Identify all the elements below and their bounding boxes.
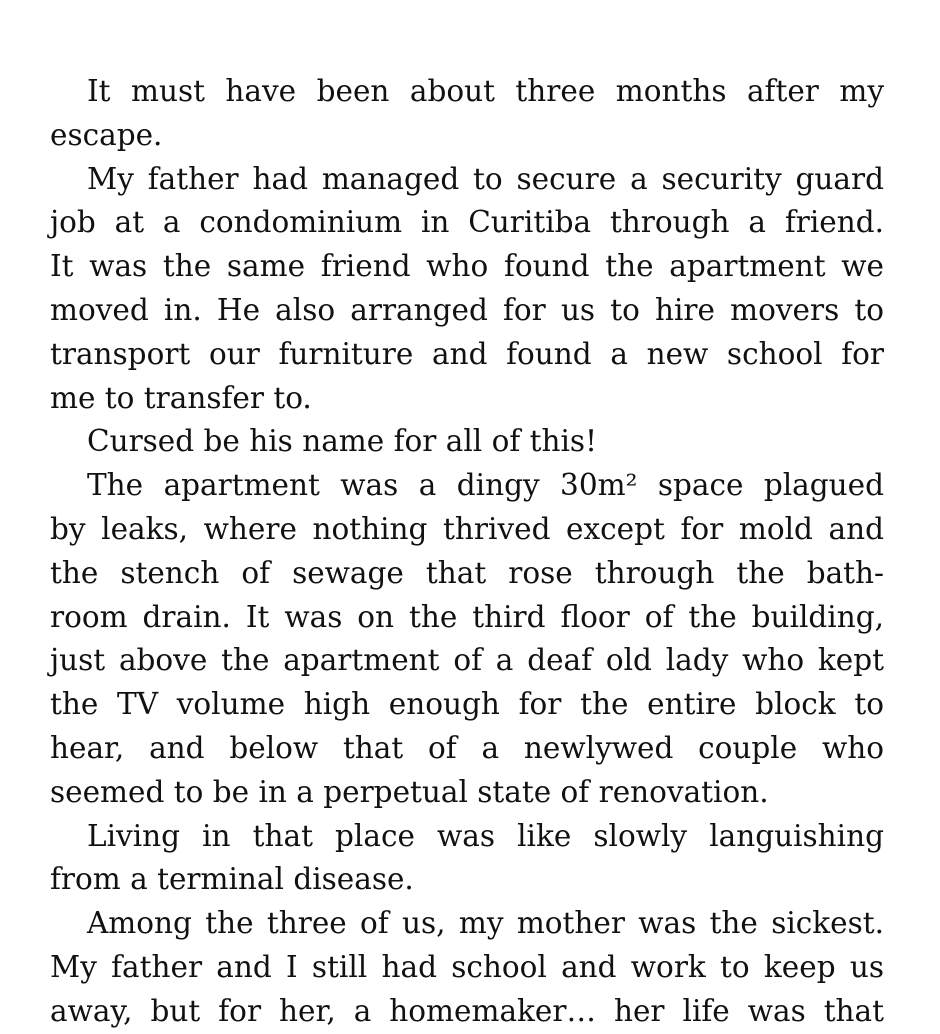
text-line: room drain. It was on the third floor of the building,	[50, 599, 884, 634]
text-line: escape.	[50, 117, 163, 152]
text-line: moved in. He also arranged for us to hire movers to	[50, 292, 884, 327]
text-line: It must have been about three months after my	[87, 74, 884, 108]
text-line: Among the three of us, my mother was the sickest.	[87, 906, 884, 941]
paragraph	[50, 158, 884, 421]
text-line: away, but for her, a homemaker… her life was that	[50, 993, 884, 1028]
paragraph	[50, 815, 884, 903]
text-line: by leaks, where nothing thrived except for mold and	[50, 511, 884, 546]
text-line: My father and I still had school and work to keep us	[50, 949, 884, 984]
text-line: just above the apartment of a deaf old lady who kept	[50, 643, 884, 678]
text-line: transport our furniture and found a new school for	[50, 336, 884, 371]
text-line: the stench of sewage that rose through the bath-	[50, 555, 884, 590]
text-line: the TV volume high enough for the entire block to	[50, 687, 884, 722]
paragraph	[50, 420, 884, 464]
text-line: My father had managed to secure a security guard	[87, 161, 884, 196]
text-line: job at a condominium in Curitiba through a friend.	[50, 205, 884, 240]
paragraph	[50, 902, 884, 1033]
paragraph	[50, 464, 884, 814]
text-line: me to transfer to.	[50, 380, 312, 415]
text-line: Cursed be his name for all of this!	[87, 424, 597, 459]
text-line: hear, and below that of a newlywed couple who	[50, 730, 884, 765]
text-line: seemed to be in a perpetual state of renovation.	[50, 774, 769, 809]
text-line: Living in that place was like slowly languishing	[87, 818, 884, 853]
text-line: from a terminal disease.	[50, 862, 414, 897]
book-page	[50, 70, 884, 1034]
text-line: The apartment was a dingy 30m² space plagued	[87, 468, 884, 503]
paragraph	[50, 70, 884, 158]
text-line: It was the same friend who found the apartment we	[50, 249, 884, 284]
